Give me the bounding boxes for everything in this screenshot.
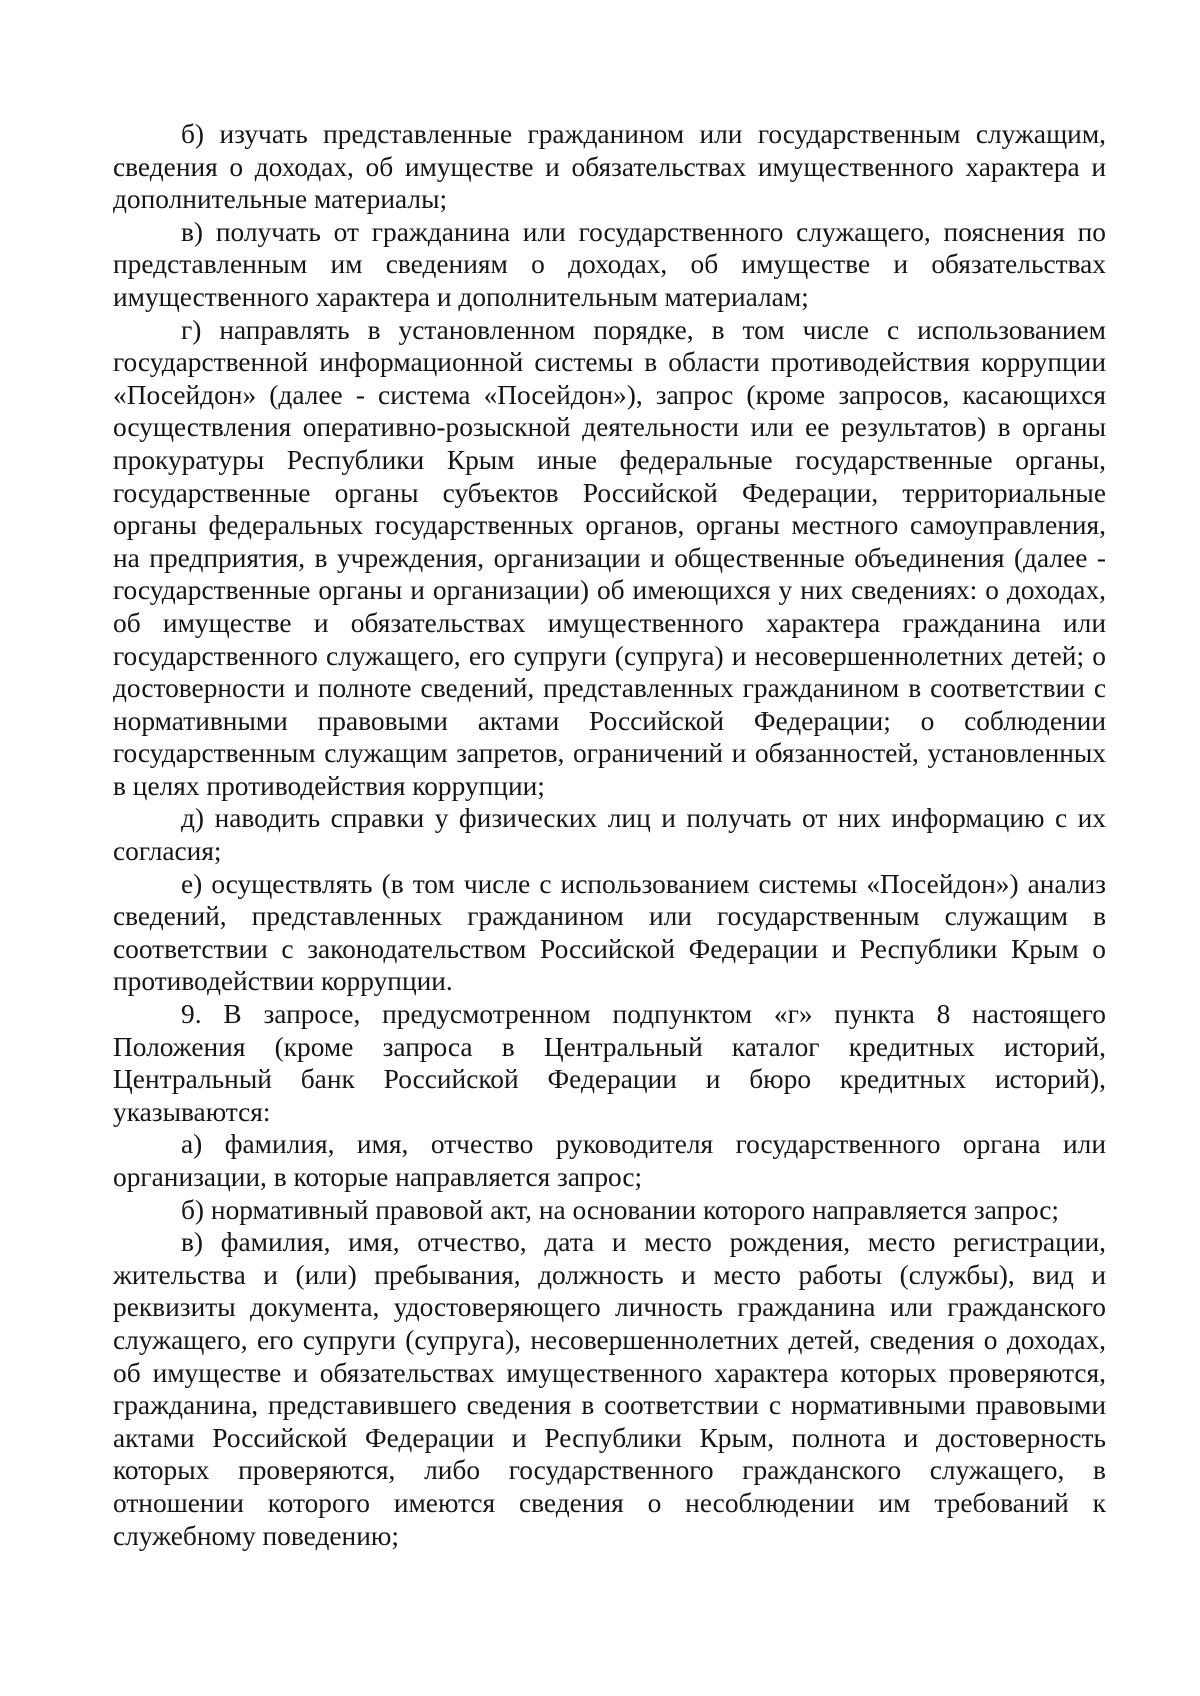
document-body bbox=[113, 118, 1106, 1552]
paragraph-a-head-name: а) фамилия, имя, отчество руководителя государственного органа или организации, в которые направляется запрос; bbox=[113, 1129, 1106, 1192]
paragraph-e-analysis: е) осуществлять (в том числе с использованием системы «Посейдон») анализ сведений, представленных гражданином или государственным служащим в соответствии с законодательством Российской Федерации и Республики Крым о противодействии коррупции. bbox=[113, 868, 1106, 997]
paragraph-9-request-contents: 9. В запросе, предусмотренном подпунктом «г» пункта 8 настоящего Положения (кроме запроса в Центральный каталог кредитных историй, Центральный банк Российской Федерации и бюро кредитных историй), указываются: bbox=[113, 999, 1106, 1127]
paragraph-d-make-inquiries: д) наводить справки у физических лиц и получать от них информацию с их согласия; bbox=[113, 803, 1106, 867]
paragraph-b-legal-act: б) нормативный правовой акт, на основании которого направляется запрос; bbox=[181, 1194, 1059, 1225]
paragraph-b-study-materials: б) изучать представленные гражданином или государственным служащим, сведения о доходах, об имуществе и обязательствах имущественного характера и дополнительные материалы; bbox=[113, 119, 1106, 215]
paragraph-v-personal-details: в) фамилия, имя, отчество, дата и место рождения, место регистрации, жительства и (или) пребывания, должность и место работы (службы), вид и реквизиты документа, удостоверяющего личность гражданина или гражданского служащего, его супруги (супруга), несовершеннолетних детей, сведения о доходах, об имуществе и обязательствах имущественного характера которых проверяются, гражданина, представившего сведения в соответствии с нормативными правовыми актами Российской Федерации и Республики Крым, полнота и достоверность которых проверяются, либо государственного гражданского служащего, в отношении которого имеются сведения о несоблюдении им требований к служебному поведению; bbox=[113, 1227, 1106, 1551]
paragraph-v-obtain-explanations: в) получать от гражданина или государственного служащего, пояснения по представленным им сведениям о доходах, об имуществе и обязательствах имущественного характера и дополнительным материалам; bbox=[113, 216, 1106, 312]
paragraph-g-send-requests: г) направлять в установленном порядке, в том числе с использованием государственной информационной системы в области противодействия коррупции «Посейдон» (далее - система «Посейдон»), запрос (кроме запросов, касающихся осуществления оперативно-розыскной деятельности или ее результатов) в органы прокуратуры Республики Крым иные федеральные государственные органы, государственные органы субъектов Российской Федерации, территориальные органы федеральных государственных органов, органы местного самоуправления, на предприятия, в учреждения, организации и общественные объединения (далее - государственные органы и организации) об имеющихся у них сведениях: о доходах, об имуществе и обязательствах имущественного характера гражданина или государственного служащего, его супруги (супруга) и несовершеннолетних детей; о достоверности и полноте сведений, представленных гражданином в соответствии с нормативными правовыми актами Российской Федерации; о соблюдении государственным служащим запретов, ограничений и обязанностей, установленных в целях противодействия коррупции; bbox=[113, 314, 1106, 801]
